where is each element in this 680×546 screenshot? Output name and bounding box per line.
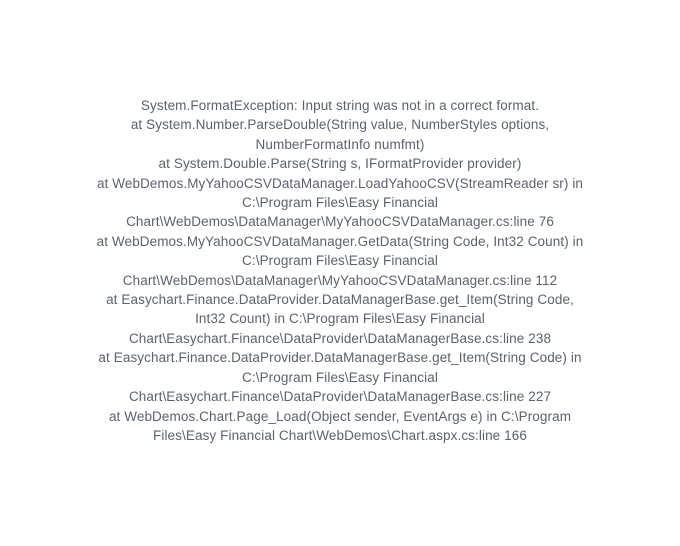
stack-trace <box>0 96 680 445</box>
stack-trace-line: NumberFormatInfo numfmt) <box>255 136 425 152</box>
stack-trace-line: C:\Program Files\Easy Financial <box>242 253 438 269</box>
stack-trace-line: at Easychart.Finance.DataProvider.DataManagerBase.get_Item(String Code, <box>106 292 574 308</box>
stack-trace-line: C:\Program Files\Easy Financial <box>242 195 438 211</box>
stack-trace-line: at System.Double.Parse(String s, IFormatProvider provider) <box>158 156 522 172</box>
stack-trace-line: at WebDemos.MyYahooCSVDataManager.GetData(String Code, Int32 Count) in <box>96 233 584 249</box>
stack-trace-line: at WebDemos.MyYahooCSVDataManager.LoadYahooCSV(StreamReader sr) in <box>96 175 584 191</box>
stack-trace-line: Chart\WebDemos\DataManager\MyYahooCSVDataManager.cs:line 76 <box>126 214 554 230</box>
stack-trace-line: Files\Easy Financial Chart\WebDemos\Chart.aspx.cs:line 166 <box>153 427 527 443</box>
stack-trace-line: Int32 Count) in C:\Program Files\Easy Financial <box>195 311 485 327</box>
stack-trace-line: at Easychart.Finance.DataProvider.DataManagerBase.get_Item(String Code) in <box>98 350 582 366</box>
stack-trace-line: at System.Number.ParseDouble(String value, NumberStyles options, <box>130 117 550 133</box>
stack-trace-line: C:\Program Files\Easy Financial <box>242 369 438 385</box>
stack-trace-line-exception-message: System.FormatException: Input string was not in a correct format. <box>140 98 540 113</box>
stack-trace-line: Chart\Easychart.Finance\DataProvider\DataManagerBase.cs:line 227 <box>128 389 552 405</box>
stack-trace-line: Chart\WebDemos\DataManager\MyYahooCSVDataManager.cs:line 112 <box>122 272 558 288</box>
stack-trace-line: at WebDemos.Chart.Page_Load(Object sender, EventArgs e) in C:\Program <box>108 408 572 424</box>
stack-trace-line: Chart\Easychart.Finance\DataProvider\DataManagerBase.cs:line 238 <box>128 330 552 346</box>
